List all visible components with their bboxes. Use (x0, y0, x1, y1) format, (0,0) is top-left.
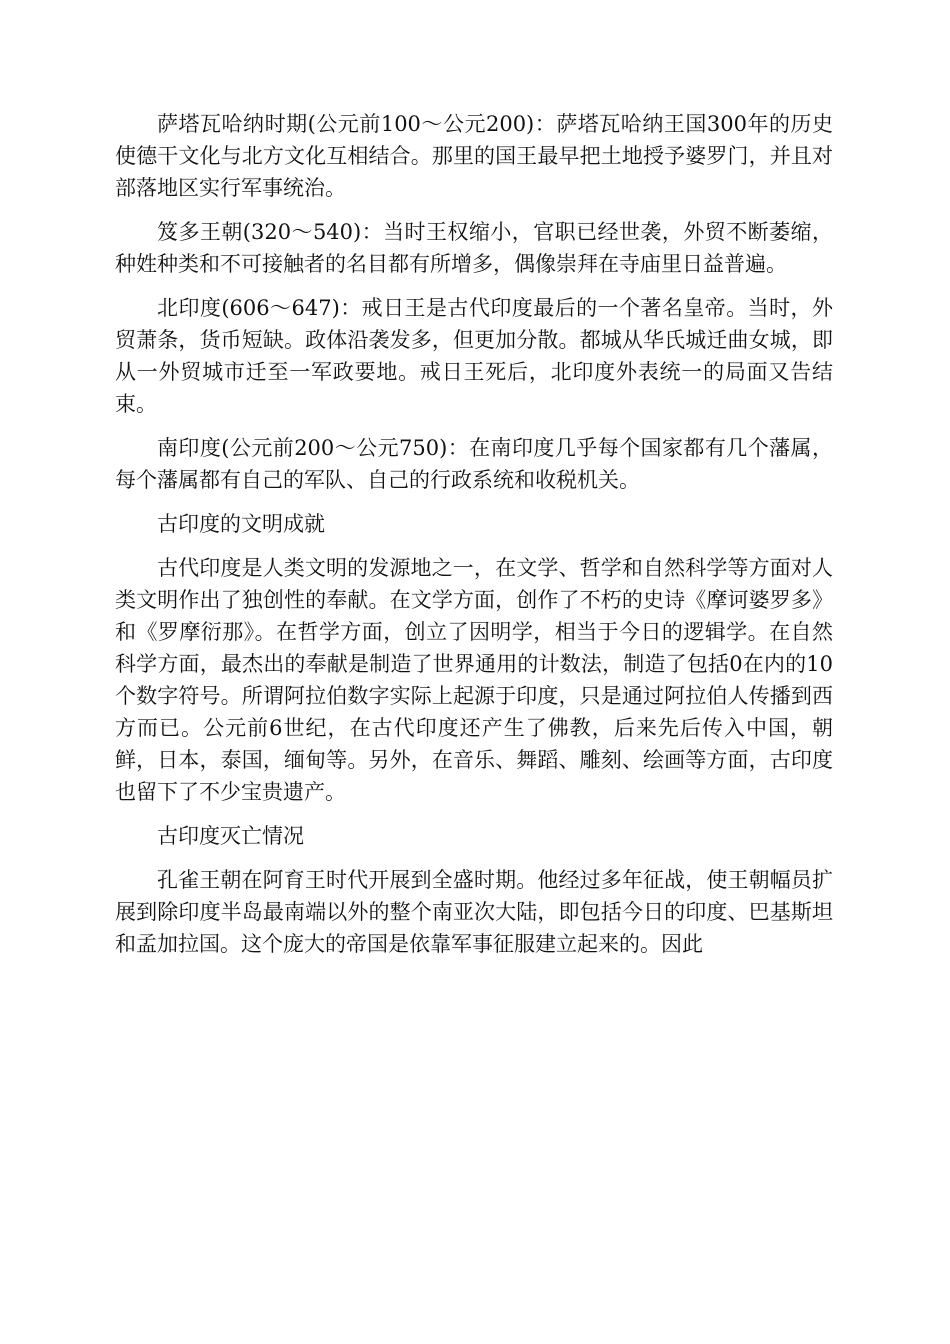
paragraph-satavahana: 萨塔瓦哈纳时期(公元前100～公元200)：萨塔瓦哈纳王国300年的历史使德干文化与北方文化互相结合。那里的国王最早把土地授予婆罗门，并且对部落地区实行军事统治。 (115, 112, 833, 200)
heading-decline: 古印度灭亡情况 (157, 824, 304, 848)
document-page (115, 108, 833, 972)
paragraph-decline: 孔雀王朝在阿育王时代开展到全盛时期。他经过多年征战，使王朝幅员扩展到除印度半岛最南端以外的整个南亚次大陆，即包括今日的印度、巴基斯坦和孟加拉国。这个庞大的帝国是依靠军事征服建立起来的。因此 (115, 868, 833, 956)
paragraph-achievements: 古代印度是人类文明的发源地之一，在文学、哲学和自然科学等方面对人类文明作出了独创性的奉献。在文学方面，创作了不朽的史诗《摩诃婆罗多》和《罗摩衍那》。在哲学方面，创立了因明学，相当于今日的逻辑学。在自然科学方面，最杰出的奉献是制造了世界通用的计数法，制造了包括0在内的10个数字符号。所谓阿拉伯数字实际上起源于印度，只是通过阿拉伯人传播到西方而已。公元前6世纪，在古代印度还产生了佛教，后来先后传入中国，朝鲜，日本，泰国，缅甸等。另外，在音乐、舞蹈、雕刻、绘画等方面，古印度也留下了不少宝贵遗产。 (115, 556, 833, 804)
heading-achievements: 古印度的文明成就 (157, 512, 325, 536)
paragraph-north-india: 北印度(606～647)：戒日王是古代印度最后的一个著名皇帝。当时，外贸萧条，货币短缺。政体沿袭发多，但更加分散。都城从华氏城迁曲女城，即从一外贸城市迁至一军政要地。戒日王死后，北印度外表统一的局面又告结束。 (115, 296, 833, 416)
paragraph-gupta: 笈多王朝(320～540)：当时王权缩小，官职已经世袭，外贸不断萎缩，种姓种类和不可接触者的名目都有所增多，偶像崇拜在寺庙里日益普遍。 (115, 220, 833, 276)
paragraph-south-india: 南印度(公元前200～公元750)：在南印度几乎每个国家都有几个藩属，每个藩属都有自己的军队、自己的行政系统和收税机关。 (115, 436, 833, 492)
